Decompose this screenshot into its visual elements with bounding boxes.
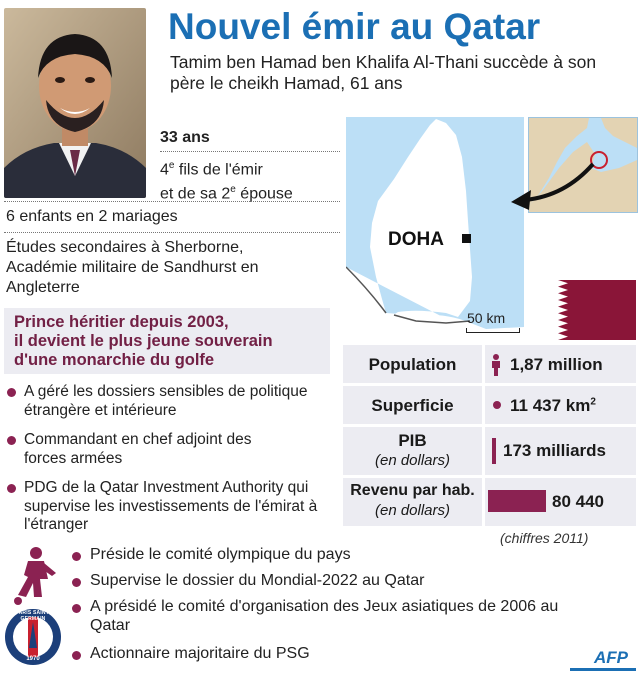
rank-text: 4e fils de l'émir et de sa 2e épouse <box>160 160 293 203</box>
gdp-bar <box>492 438 496 464</box>
page-subtitle: Tamim ben Hamad ben Khalifa Al-Thani succède à son père le cheikh Hamad, 61 ans <box>170 52 597 93</box>
role-item: A géré les dossiers sensibles de politique étrangère et intérieure <box>24 383 308 419</box>
capital-marker-icon <box>462 234 471 243</box>
area-dot-icon <box>493 401 501 409</box>
person-icon <box>490 354 502 376</box>
bullet-icon <box>72 552 81 561</box>
city-label: DOHA <box>388 229 444 250</box>
gdp-unit-label: (en dollars) <box>374 452 451 469</box>
area-label: Superficie <box>371 396 454 415</box>
children-text: 6 enfants en 2 mariages <box>6 208 178 225</box>
sport-item: Actionnaire majoritaire du PSG <box>90 645 310 662</box>
role-item: PDG de la Qatar Investment Authority qui supervise les investissements de l'émirat à l'étranger <box>24 479 318 533</box>
qatar-map-shape <box>346 117 524 339</box>
sport-item: Préside le comité olympique du pays <box>90 546 351 563</box>
qatar-flag-icon <box>528 280 636 340</box>
bullet-icon <box>7 436 16 445</box>
qatar-map <box>346 117 524 339</box>
psg-logo-text: PARIS SAINT-GERMAIN <box>15 610 51 622</box>
bullet-icon <box>7 388 16 397</box>
portrait-illustration <box>4 8 146 198</box>
population-value: 1,87 million <box>510 355 603 374</box>
footer-rule <box>570 668 636 671</box>
population-label: Population <box>368 355 457 374</box>
psg-logo-year: 1970 <box>26 656 40 662</box>
divider <box>4 232 340 233</box>
sport-item: A présidé le comité d'organisation des Jeux asiatiques de 2006 au Qatar <box>90 598 559 634</box>
arrow-icon <box>505 160 600 215</box>
heir-text: Prince héritier depuis 2003, il devient le plus jeune souverain d'une monarchie du golfe <box>14 313 273 369</box>
bullet-icon <box>72 604 81 613</box>
portrait-photo <box>4 8 146 198</box>
income-bar <box>488 490 546 512</box>
age-text: 33 ans <box>160 129 210 146</box>
afp-credit: AFP <box>594 648 628 667</box>
divider <box>4 201 340 202</box>
page-title: Nouvel émir au Qatar <box>168 6 541 47</box>
bullet-icon <box>72 578 81 587</box>
role-item: Commandant en chef adjoint des forces armées <box>24 431 252 467</box>
bullet-icon <box>7 484 16 493</box>
gdp-label: PIB <box>398 431 427 450</box>
gdp-value: 173 milliards <box>503 441 607 460</box>
scale-label: 50 km <box>467 310 506 326</box>
income-label: Revenu par hab. <box>350 482 475 499</box>
sport-item: Supervise le dossier du Mondial-2022 au Qatar <box>90 572 425 589</box>
area-value: 11 437 $km^2$ <box>510 396 596 415</box>
income-unit-label: (en dollars) <box>374 502 451 519</box>
education-text: Études secondaires à Sherborne, Académie militaire de Sandhurst en Angleterre <box>6 239 259 296</box>
income-value: 80 440 <box>552 492 604 511</box>
bullet-icon <box>72 651 81 660</box>
stats-note: (chiffres 2011) <box>500 530 589 546</box>
divider <box>160 151 340 152</box>
footballer-icon <box>6 545 66 605</box>
scale-bar <box>466 328 520 333</box>
